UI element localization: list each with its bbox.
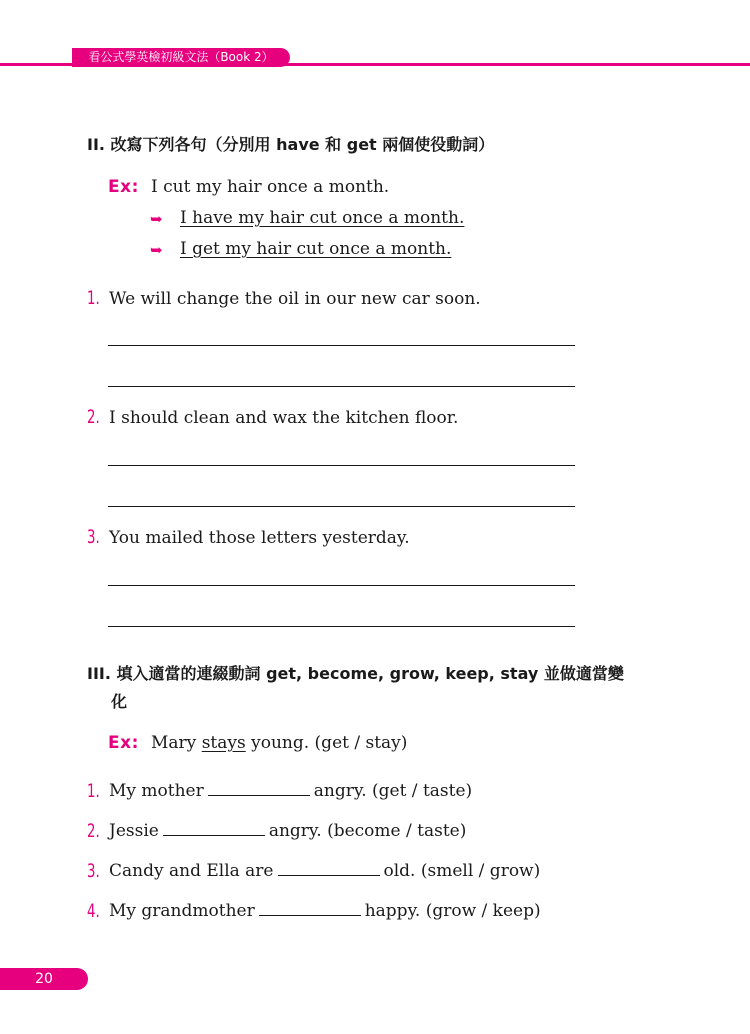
example-answer-have: I have my hair cut once a month.	[180, 208, 465, 228]
item-number: 1.	[87, 287, 100, 309]
item-sentence: You mailed those letters yesterday.	[109, 528, 410, 548]
arrow-icon: ➥	[150, 210, 163, 228]
section-3-title-line1: III. 填入適當的連綴動詞 get, become, grow, keep, stay 並做適當變	[87, 664, 624, 683]
section-3-title-line2: 化	[111, 692, 128, 711]
item-sentence: I should clean and wax the kitchen floor.	[109, 408, 459, 428]
arrow-icon: ➥	[150, 241, 163, 259]
item-number: 2.	[87, 406, 100, 428]
answer-line[interactable]	[108, 506, 575, 507]
section-2-title: II. 改寫下列各句（分別用 have 和 get 兩個使役動詞）	[87, 135, 495, 154]
answer-line[interactable]	[108, 345, 575, 346]
fill-sentence: My mother angry. (get / taste)	[109, 781, 473, 801]
example-answer: stays	[201, 733, 246, 753]
fill-sentence: My grandmother happy. (grow / keep)	[109, 901, 541, 921]
answer-line[interactable]	[108, 626, 575, 627]
item-number: 3.	[87, 860, 100, 882]
example-answer-get: I get my hair cut once a month.	[180, 239, 452, 259]
section-3-title	[87, 660, 667, 716]
fill-sentence: Jessie angry. (become / taste)	[109, 821, 467, 841]
fill-blank[interactable]	[208, 781, 310, 796]
fill-blank[interactable]	[278, 861, 380, 876]
item-sentence: We will change the oil in our new car soon.	[109, 289, 481, 309]
example-label: Ex:	[108, 177, 139, 197]
answer-line[interactable]	[108, 585, 575, 586]
page-number: 20	[0, 968, 88, 990]
fill-blank[interactable]	[163, 821, 265, 836]
item-number: 1.	[87, 780, 100, 802]
example-label: Ex:	[108, 733, 139, 753]
example-sentence: I cut my hair once a month.	[151, 177, 390, 197]
item-number: 4.	[87, 900, 100, 922]
item-number: 2.	[87, 820, 100, 842]
answer-line[interactable]	[108, 386, 575, 387]
answer-line[interactable]	[108, 465, 575, 466]
fill-sentence: Candy and Ella are old. (smell / grow)	[109, 861, 541, 881]
fill-blank[interactable]	[259, 901, 361, 916]
book-title-tab: 看公式學英檢初級文法（Book 2）	[72, 48, 290, 67]
item-number: 3.	[87, 526, 100, 548]
example-sentence: Mary stays young. (get / stay)	[151, 733, 408, 753]
